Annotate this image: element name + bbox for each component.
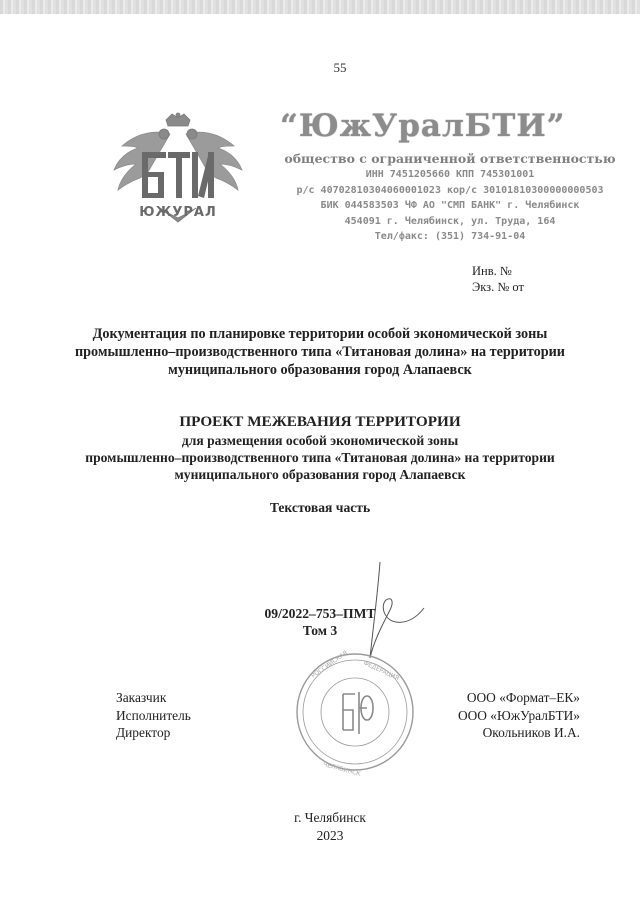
project-subtitle-line: для размещения особой экономической зоны [181,433,459,448]
document-code: 09/2022–753–ПМТ [264,606,376,621]
document-part: Текстовая часть [269,500,371,515]
company-name: “ЮжУралБТИ” [280,108,566,144]
parties-column [458,689,580,742]
role-director: Директор [116,725,171,740]
footer-year: 2023 [316,828,344,843]
company-requisites [282,150,618,245]
company-seal-icon [293,648,423,778]
company-form: общество с ограниченной ответственностью [284,151,616,166]
document-title [60,325,580,379]
requisite-address: 454091 г. Челябинск, ул. Труда, 164 [344,215,556,227]
project-subtitle-line: муниципального образования город Алапаевск [174,467,466,482]
svg-text:ЧЕЛЯБИНСК: ЧЕЛЯБИНСК [322,761,362,778]
document-title-line: Документация по планировке территории особой экономической зоны [92,326,548,342]
project-title: ПРОЕКТ МЕЖЕВАНИЯ ТЕРРИТОРИИ [179,413,461,430]
requisite-bank: БИК 044583503 ЧФ АО "СМП БАНК" г. Челябинск [320,200,580,211]
roles-column [116,689,191,742]
document-title-line: промышленно–производственного типа «Титановая долина» на территории [74,344,565,360]
svg-text:ФЕДЕРАЦИЯ: ФЕДЕРАЦИЯ [362,659,400,683]
project-subtitle-line: промышленно–производственного типа «Титановая долина» на территории [85,450,555,465]
svg-text:РОССИЙСКАЯ: РОССИЙСКАЯ [310,649,349,680]
contractor-name: ООО «ЮжУралБТИ» [457,707,580,723]
document-volume: Том 3 [302,623,338,638]
footer-city: г. Челябинск [294,810,366,825]
copy-number: Экз. № от [472,280,524,294]
requisite-account: р/с 40702810304060001023 кор/с 30101810300000000503 [296,184,604,196]
role-contractor: Исполнитель [116,707,191,723]
scan-top-band [0,0,640,14]
requisite-inn: ИНН 7451205660 КПП 745301001 [365,169,535,180]
document-title-line: муниципального образования город Алапаевск [168,362,472,378]
director-name: Окольников И.А. [482,725,580,740]
inventory-block [472,263,524,295]
footer-city-year [260,809,400,845]
inventory-number: Инв. № [472,264,512,278]
requisite-phone: Тел/факс: (351) 734-91-04 [374,231,526,242]
role-customer: Заказчик [116,690,167,705]
bti-emblem-icon [108,112,248,230]
customer-name: ООО «Формат–ЕК» [466,690,580,705]
svg-text:ЮЖУРАЛ: ЮЖУРАЛ [139,205,217,220]
document-code-block [60,605,580,639]
project-subtitle [60,432,580,483]
page-number: 55 [333,60,347,75]
